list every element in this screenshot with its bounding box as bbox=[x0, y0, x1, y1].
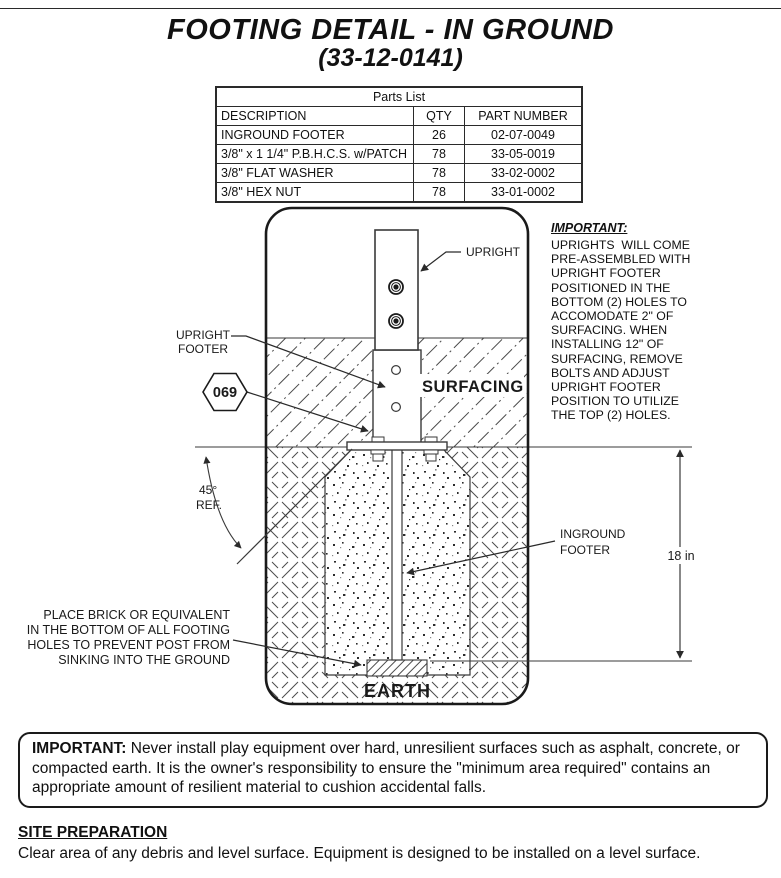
cell-part-number: 33-01-0002 bbox=[465, 183, 583, 203]
post-bolt bbox=[389, 314, 403, 328]
important-note-bottom-text: Never install play equipment over hard, unresilient surfaces such as asphalt, concrete, or compacted earth. It is the owner's responsibility to ensure the "minimum area required" contains an appropriate amount of resilient material to cushion accidental falls. bbox=[32, 740, 740, 796]
upright-footer-label-line2: FOOTER bbox=[178, 342, 228, 356]
inground-footer-fin bbox=[392, 449, 402, 660]
depth-dimension-label: 18 in bbox=[667, 549, 695, 563]
important-note-right-body: UPRIGHTS WILL COME PRE-ASSEMBLED WITH UPRIGHT FOOTER POSITIONED IN THE BOTTOM (2) HOLES TO ACCOMODATE 2" OF SURFACING. WHEN INSTALLING 12" OF SURFACING, REMOVE BOLTS AND ADJUST UPRIGHT FOOTER POSITION TO UTILIZE THE TOP (2) HOLES. bbox=[551, 238, 691, 423]
angle-ref-label-line1: 45° bbox=[199, 483, 218, 497]
important-note-bottom-label: IMPORTANT: bbox=[32, 740, 127, 757]
brick-note bbox=[27, 608, 231, 667]
page-title: FOOTING DETAIL - IN GROUND bbox=[167, 14, 614, 46]
cell-qty: 26 bbox=[414, 126, 465, 145]
post-bolt bbox=[389, 280, 403, 294]
inground-footer-label-line2: FOOTER bbox=[560, 543, 610, 557]
column-header-qty: QTY bbox=[414, 107, 465, 126]
svg-text:PLACE BRICK OR EQUIVALENT: PLACE BRICK OR EQUIVALENT bbox=[43, 608, 230, 622]
cell-qty: 78 bbox=[414, 164, 465, 183]
footer-hole bbox=[392, 403, 401, 412]
upright-leader bbox=[421, 252, 461, 271]
upright-label: UPRIGHT bbox=[466, 245, 520, 259]
brick bbox=[367, 660, 427, 676]
upright-footer-tube bbox=[373, 350, 421, 443]
column-header-part-number: PART NUMBER bbox=[465, 107, 583, 126]
earth-label: EARTH bbox=[364, 681, 431, 701]
upright-footer-label-line1: UPRIGHT bbox=[176, 328, 230, 342]
important-note-right bbox=[551, 221, 701, 423]
parts-list-title: Parts List bbox=[216, 87, 582, 107]
important-note-bottom bbox=[18, 732, 768, 808]
cell-qty: 78 bbox=[414, 145, 465, 164]
cell-part-number: 33-02-0002 bbox=[465, 164, 583, 183]
site-preparation-heading: SITE PREPARATION bbox=[18, 824, 168, 841]
site-preparation-body: Clear area of any debris and level surface. Equipment is designed to be installed on a level surface. bbox=[18, 845, 701, 862]
svg-text:SINKING INTO THE GROUND: SINKING INTO THE GROUND bbox=[58, 653, 230, 667]
surfacing-label bbox=[420, 374, 524, 397]
svg-text:IN THE BOTTOM OF ALL FOOTING: IN THE BOTTOM OF ALL FOOTING bbox=[26, 623, 230, 637]
cell-description: 3/8" x 1 1/4" P.B.H.C.S. w/PATCH bbox=[216, 145, 414, 164]
page-subtitle-part-number: (33-12-0141) bbox=[318, 44, 463, 72]
upright-post bbox=[375, 230, 418, 350]
cell-description: 3/8" HEX NUT bbox=[216, 183, 414, 203]
balloon-number: 069 bbox=[212, 385, 238, 401]
angle-ref-label-line2: REF. bbox=[196, 498, 223, 512]
important-note-right-title: IMPORTANT: bbox=[551, 221, 628, 235]
cell-part-number: 02-07-0049 bbox=[465, 126, 583, 145]
cell-description: INGROUND FOOTER bbox=[216, 126, 414, 145]
inground-footer-label-line1: INGROUND bbox=[560, 527, 626, 541]
svg-text:HOLES TO PREVENT POST FROM: HOLES TO PREVENT POST FROM bbox=[27, 638, 230, 652]
footer-hole bbox=[392, 366, 401, 375]
column-header-description: DESCRIPTION bbox=[216, 107, 414, 126]
cell-description: 3/8" FLAT WASHER bbox=[216, 164, 414, 183]
detail-balloon-069 bbox=[203, 374, 247, 411]
cell-qty: 78 bbox=[414, 183, 465, 203]
cell-part-number: 33-05-0019 bbox=[465, 145, 583, 164]
svg-text:SURFACING: SURFACING bbox=[422, 378, 524, 396]
